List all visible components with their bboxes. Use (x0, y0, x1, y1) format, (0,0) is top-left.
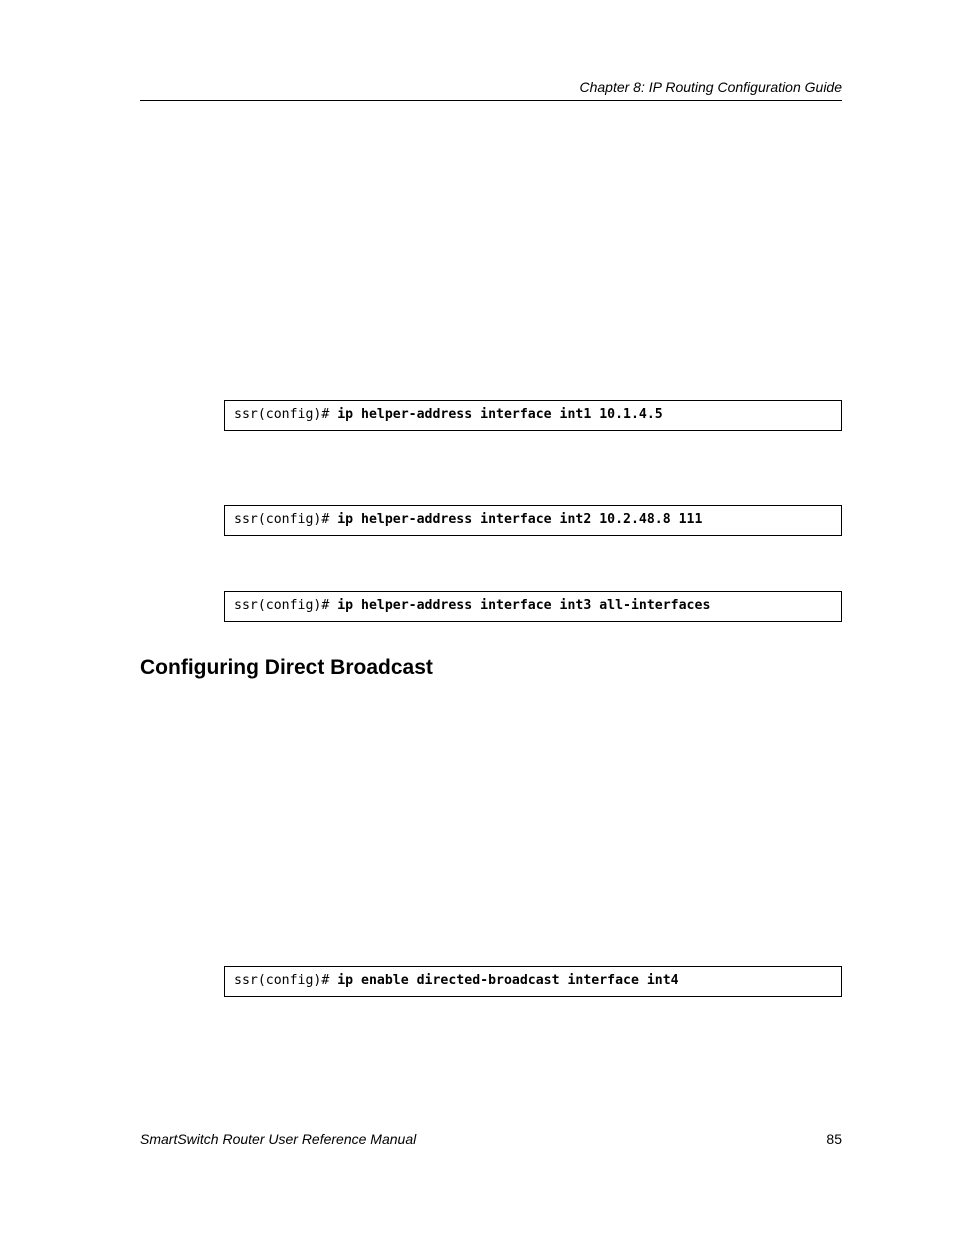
code-line (234, 597, 710, 614)
code-line (234, 972, 679, 989)
footer-manual-title: SmartSwitch Router User Reference Manual (140, 1131, 417, 1147)
page-number: 85 (826, 1131, 842, 1147)
cli-prompt: ssr(config)# (234, 512, 338, 527)
code-example-box (224, 966, 842, 997)
section-heading: Configuring Direct Broadcast (140, 656, 433, 679)
cli-command: ip enable directed-broadcast interface int4 (337, 973, 679, 988)
cli-prompt: ssr(config)# (234, 598, 338, 613)
code-example-box (224, 591, 842, 622)
cli-command: ip helper-address interface int3 all-interfaces (337, 598, 711, 613)
running-header: Chapter 8: IP Routing Configuration Guide (579, 79, 842, 95)
code-line (234, 511, 702, 528)
code-example-box (224, 505, 842, 536)
cli-command: ip helper-address interface int2 10.2.48.8 111 (337, 512, 703, 527)
cli-command: ip helper-address interface int1 10.1.4.5 (337, 407, 663, 422)
code-example-box (224, 400, 842, 431)
code-line (234, 406, 663, 423)
cli-prompt: ssr(config)# (234, 407, 338, 422)
cli-prompt: ssr(config)# (234, 973, 338, 988)
header-rule (140, 100, 842, 101)
